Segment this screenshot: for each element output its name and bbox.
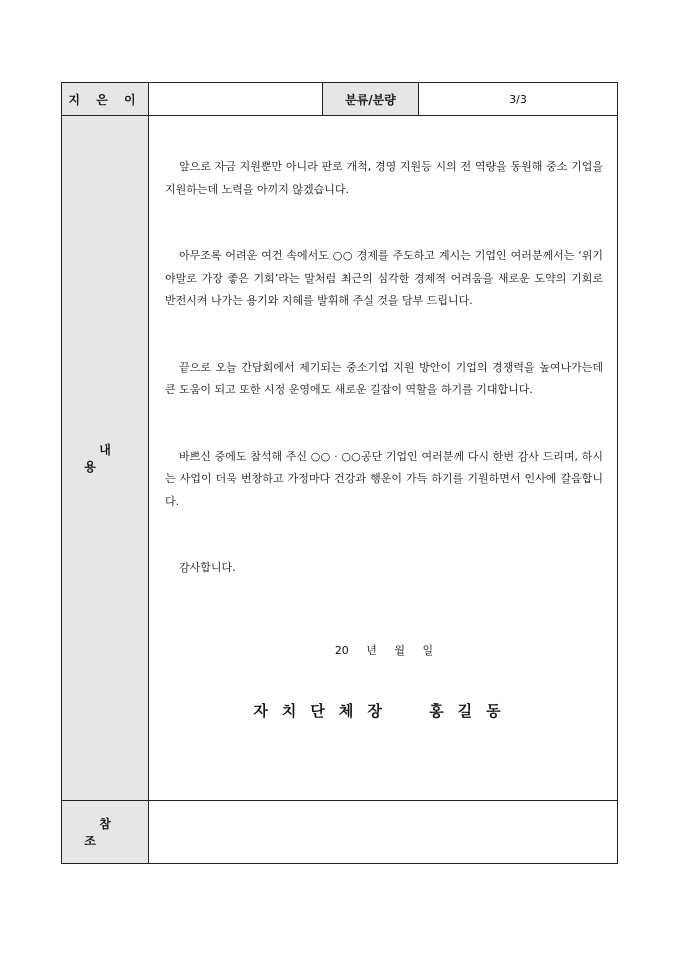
category-label: 분류/분량 [323,83,419,116]
closing-line: 감사합니다. [179,561,236,574]
content-label-text: 내 용 [84,443,141,474]
reference-label-text: 참 조 [84,817,141,848]
paragraph-2: 아무조록 어려운 여건 속에서도 ○○ 경제를 주도하고 계시는 기업인 여러분께서는 ‘위기야말로 가장 좋은 기회’라는 말처럼 최근의 심각한 경제적 어려움을 새로운 도약의 기회로 반전시켜 나가는 용기와 지혜를 발휘해 주실 것을 당부 드립니다. [165,249,603,307]
date-line: 20 년 월 일 [334,643,434,657]
paragraph-1: 앞으로 자금 지원뿐만 아니라 판로 개척, 경영 지원등 시의 전 역량을 동원해 중소 기업을 지원하는데 노력을 아끼지 않겠습니다. [165,160,603,196]
reference-value [149,801,618,864]
content-cell [149,116,618,801]
content-row [62,116,618,801]
content-label [62,116,149,801]
letter-body [149,116,617,723]
author-label: 지 은 이 [62,83,149,116]
category-value: 3/3 [419,83,618,116]
reference-label [62,801,149,864]
document-form-table [61,82,618,864]
signature-line: 자치단체장 홍길동 [253,702,515,720]
author-value [149,83,323,116]
header-row [62,83,618,116]
reference-row [62,801,618,864]
paragraph-3: 끝으로 오늘 간담회에서 제기되는 중소기업 지원 방안이 기업의 경쟁력을 높여나가는데 큰 도움이 되고 또한 시정 운영에도 새로운 길잡이 역할을 하기를 기대합니다. [165,360,603,396]
paragraph-4: 바쁘신 중에도 참석해 주신 ○○ · ○○공단 기업인 여러분께 다시 한번 감사 드리며, 하시는 사업이 더욱 번창하고 가정마다 건강과 행운이 가득 하기를 기원하면서 인사에 갈음합니다. [165,449,603,508]
